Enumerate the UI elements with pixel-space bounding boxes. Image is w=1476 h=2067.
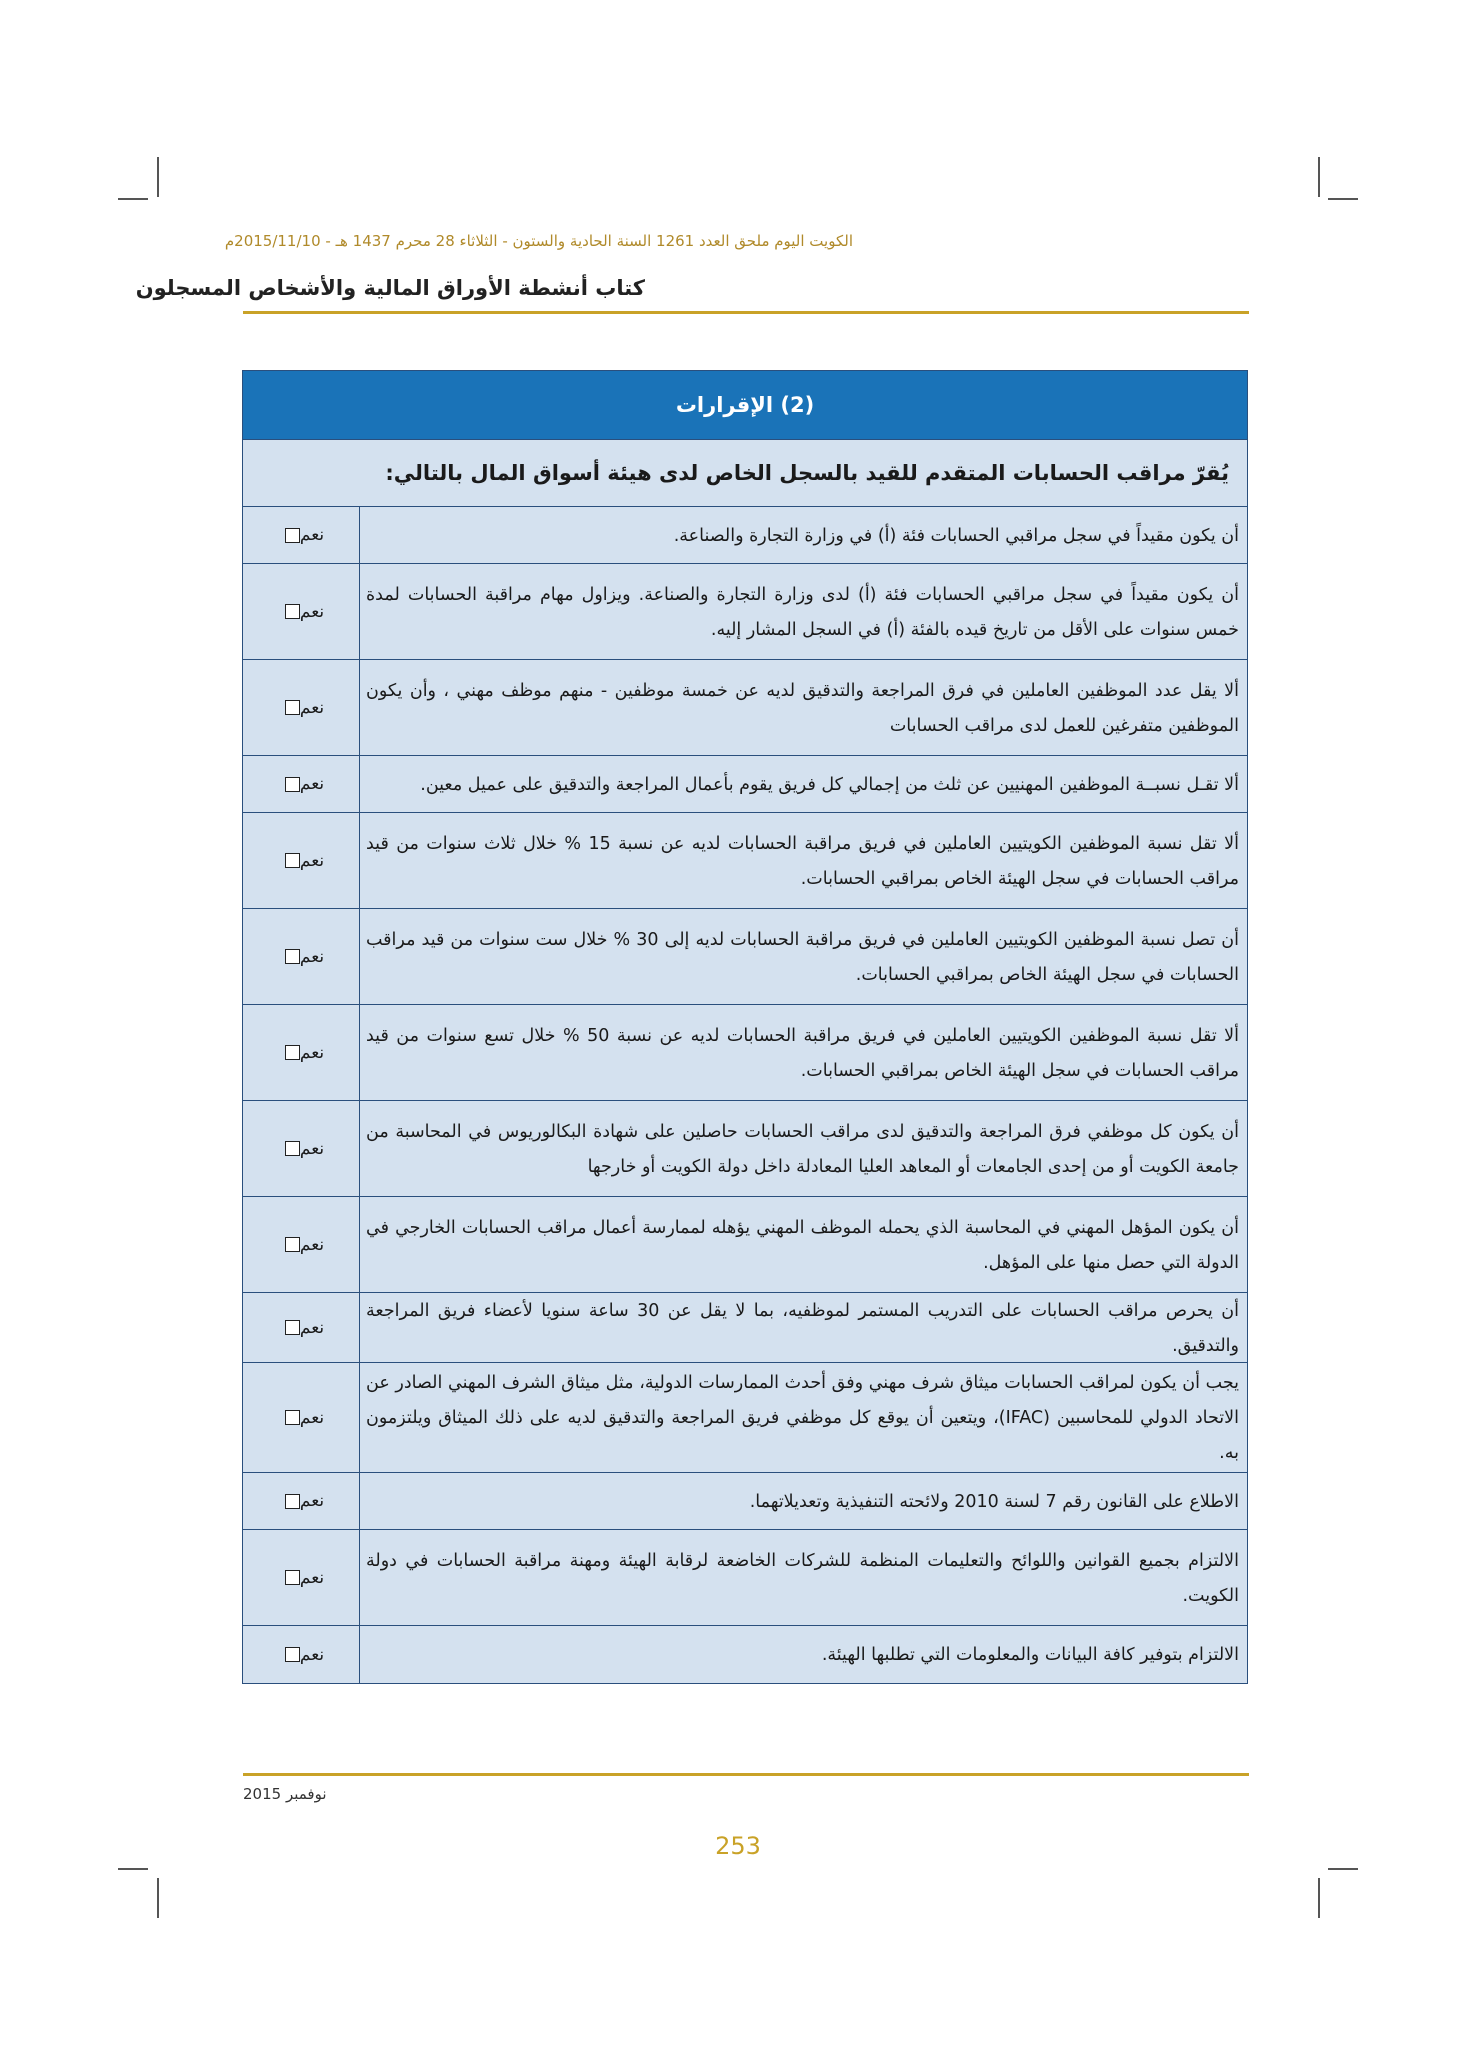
crop-mark: [1328, 1868, 1358, 1870]
declaration-text: أن تصل نسبة الموظفين الكويتيين العاملين في فريق مراقبة الحسابات لديه إلى 30 % خلال ست سنوات من قيد مراقب الحسابات في سجل الهيئة الخاص بمراقبي الحسابات.: [366, 929, 1239, 985]
yes-label: نعم: [299, 774, 325, 794]
table-row: [243, 1197, 1247, 1293]
declaration-rows: [243, 507, 1247, 1683]
declaration-text: ألا يقل عدد الموظفين العاملين في فرق المراجعة والتدقيق لديه عن خمسة موظفين - منهم موظف مهني ، وأن يكون الموظفين متفرغين للعمل لدى مراقب الحسابات: [366, 680, 1239, 736]
yes-checkbox-cell[interactable]: [244, 1005, 359, 1100]
declaration-text-cell: [359, 1363, 1247, 1472]
declaration-text-cell: [359, 909, 1247, 1004]
table-row: [243, 756, 1247, 813]
checkbox[interactable]: [285, 1237, 300, 1252]
table-row: [243, 1293, 1247, 1363]
declaration-text-cell: [359, 660, 1247, 755]
yes-label: نعم: [299, 850, 325, 871]
table-row: [243, 909, 1247, 1005]
crop-mark: [157, 157, 159, 197]
declaration-text: أن يكون مقيداً في سجل مراقبي الحسابات فئة (أ) في وزارة التجارة والصناعة.: [673, 525, 1239, 546]
checkbox[interactable]: [285, 1320, 300, 1335]
declaration-text: أن يكون المؤهل المهني في المحاسبة الذي يحمله الموظف المهني يؤهله لممارسة أعمال مراقب الحسابات الخارجي في الدولة التي حصل منها على المؤهل.: [366, 1217, 1239, 1273]
declaration-text: أن يكون كل موظفي فرق المراجعة والتدقيق لدى مراقب الحسابات حاصلين على شهادة البكالوريوس في المحاسبة من جامعة الكويت أو من إحدى الجامعات أو المعاهد العليا المعادلة داخل دولة الكويت أو خارجها: [366, 1121, 1239, 1177]
checkbox[interactable]: [285, 1045, 300, 1060]
declaration-text-cell: [359, 1293, 1247, 1362]
declaration-text: ألا تقل نسبة الموظفين الكويتيين العاملين في فريق مراقبة الحسابات لديه عن نسبة 50 % خلال تسع سنوات من قيد مراقب الحسابات في سجل الهيئة الخاص بمراقبي الحسابات.: [366, 1025, 1239, 1081]
crop-mark: [1318, 157, 1320, 197]
declaration-text-cell: [359, 1473, 1247, 1529]
declaration-text: الالتزام بتوفير كافة البيانات والمعلومات التي تطلبها الهيئة.: [821, 1645, 1239, 1665]
yes-checkbox-cell[interactable]: [244, 1626, 359, 1683]
yes-checkbox-cell[interactable]: [244, 813, 359, 908]
checkbox[interactable]: [285, 1647, 300, 1662]
declaration-text-cell: [359, 1101, 1247, 1196]
yes-checkbox-cell[interactable]: [244, 756, 359, 812]
checkbox[interactable]: [285, 1570, 300, 1585]
declaration-text-cell: [359, 1197, 1247, 1292]
footer-date: نوفمبر 2015: [243, 1785, 327, 1803]
yes-label: نعم: [299, 1407, 325, 1428]
declaration-text: الاطلاع على القانون رقم 7 لسنة 2010 ولائحته التنفيذية وتعديلاتهما.: [749, 1491, 1239, 1512]
yes-label: نعم: [299, 1138, 325, 1159]
table-row: [243, 1363, 1247, 1473]
yes-checkbox-cell[interactable]: [244, 1293, 359, 1362]
checkbox[interactable]: [285, 777, 300, 792]
table-row: [243, 660, 1247, 756]
table-row: [243, 1101, 1247, 1197]
footer-rule: [243, 1773, 1249, 1776]
table-row: [243, 564, 1247, 660]
yes-checkbox-cell[interactable]: [244, 660, 359, 755]
table-heading: (2) الإقرارات: [243, 371, 1247, 440]
yes-checkbox-cell[interactable]: [244, 564, 359, 659]
declaration-text-cell: [359, 1530, 1247, 1625]
yes-label: نعم: [299, 946, 325, 967]
crop-mark: [157, 1878, 159, 1918]
table-intro: يُقرّ مراقب الحسابات المتقدم للقيد بالسجل الخاص لدى هيئة أسواق المال بالتالي:: [243, 440, 1247, 507]
declaration-text-cell: [359, 813, 1247, 908]
crop-mark: [1328, 198, 1358, 200]
declaration-text: أن يحرص مراقب الحسابات على التدريب المستمر لموظفيه، بما لا يقل عن 30 ساعة سنويا لأعضاء فريق المراجعة والتدقيق.: [366, 1300, 1240, 1356]
declaration-text-cell: [359, 756, 1247, 812]
declaration-text-cell: [359, 1005, 1247, 1100]
yes-checkbox-cell[interactable]: [244, 1473, 359, 1529]
gazette-issue-line: الكويت اليوم ملحق العدد 1261 السنة الحادية والستون - الثلاثاء 28 محرم 1437 هـ - 2015/11/10م: [224, 232, 853, 250]
checkbox[interactable]: [285, 1410, 300, 1425]
declaration-text: ألا تقـل نسبــة الموظفين المهنيين عن ثلث من إجمالي كل فريق يقوم بأعمال المراجعة والتدقيق على عميل معين.: [420, 774, 1239, 795]
table-row: [243, 813, 1247, 909]
checkbox[interactable]: [285, 1141, 300, 1156]
yes-label: نعم: [299, 697, 325, 718]
yes-checkbox-cell[interactable]: [244, 909, 359, 1004]
crop-mark: [118, 1868, 148, 1870]
declaration-text: الالتزام بجميع القوانين واللوائح والتعليمات المنظمة للشركات الخاضعة لرقابة الهيئة ومهنة مراقبة الحسابات في دولة الكويت.: [366, 1550, 1239, 1606]
yes-label: نعم: [299, 525, 325, 545]
yes-checkbox-cell[interactable]: [244, 1363, 359, 1472]
declaration-text-cell: [359, 507, 1247, 563]
crop-mark: [1318, 1878, 1320, 1918]
header-rule: [243, 311, 1249, 314]
yes-label: نعم: [299, 1644, 325, 1665]
checkbox[interactable]: [285, 1494, 300, 1509]
yes-checkbox-cell[interactable]: [244, 1197, 359, 1292]
table-row: [243, 1530, 1247, 1626]
table-row: [243, 1626, 1247, 1683]
declaration-text: يجب أن يكون لمراقب الحسابات ميثاق شرف مهني وفق أحدث الممارسات الدولية، مثل ميثاق الشرف المهني الصادر عن الاتحاد الدولي للمحاسبين (IFAC)، ويتعين أن يوقع كل موظفي فريق المراجعة والتدقيق لديه على ذلك الميثاق ويلتزمون به.: [366, 1373, 1239, 1463]
yes-checkbox-cell[interactable]: [244, 507, 359, 563]
checkbox[interactable]: [285, 528, 300, 543]
declarations-table: [242, 370, 1248, 1684]
checkbox[interactable]: [285, 604, 300, 619]
yes-checkbox-cell[interactable]: [244, 1101, 359, 1196]
yes-label: نعم: [299, 1234, 325, 1255]
table-row: [243, 507, 1247, 564]
yes-label: نعم: [299, 1567, 325, 1588]
checkbox[interactable]: [285, 700, 300, 715]
declaration-text: أن يكون مقيداً في سجل مراقبي الحسابات فئة (أ) لدى وزارة التجارة والصناعة. ويزاول مهام مراقبة الحسابات لمدة خمس سنوات على الأقل من تاريخ قيده بالفئة (أ) في السجل المشار إليه.: [366, 584, 1239, 640]
table-row: [243, 1005, 1247, 1101]
crop-mark: [118, 198, 148, 200]
yes-label: نعم: [299, 601, 325, 622]
checkbox[interactable]: [285, 949, 300, 964]
declaration-text-cell: [359, 564, 1247, 659]
yes-label: نعم: [299, 1491, 325, 1511]
yes-label: نعم: [299, 1042, 325, 1063]
declaration-text-cell: [359, 1626, 1247, 1683]
yes-checkbox-cell[interactable]: [244, 1530, 359, 1625]
checkbox[interactable]: [285, 853, 300, 868]
book-title: كتاب أنشطة الأوراق المالية والأشخاص المسجلون: [135, 276, 645, 300]
page-number: 253: [715, 1832, 761, 1860]
yes-label: نعم: [299, 1317, 325, 1338]
declaration-text: ألا تقل نسبة الموظفين الكويتيين العاملين في فريق مراقبة الحسابات لديه عن نسبة 15 % خلال ثلاث سنوات من قيد مراقب الحسابات في سجل الهيئة الخاص بمراقبي الحسابات.: [366, 833, 1239, 889]
table-row: [243, 1473, 1247, 1530]
